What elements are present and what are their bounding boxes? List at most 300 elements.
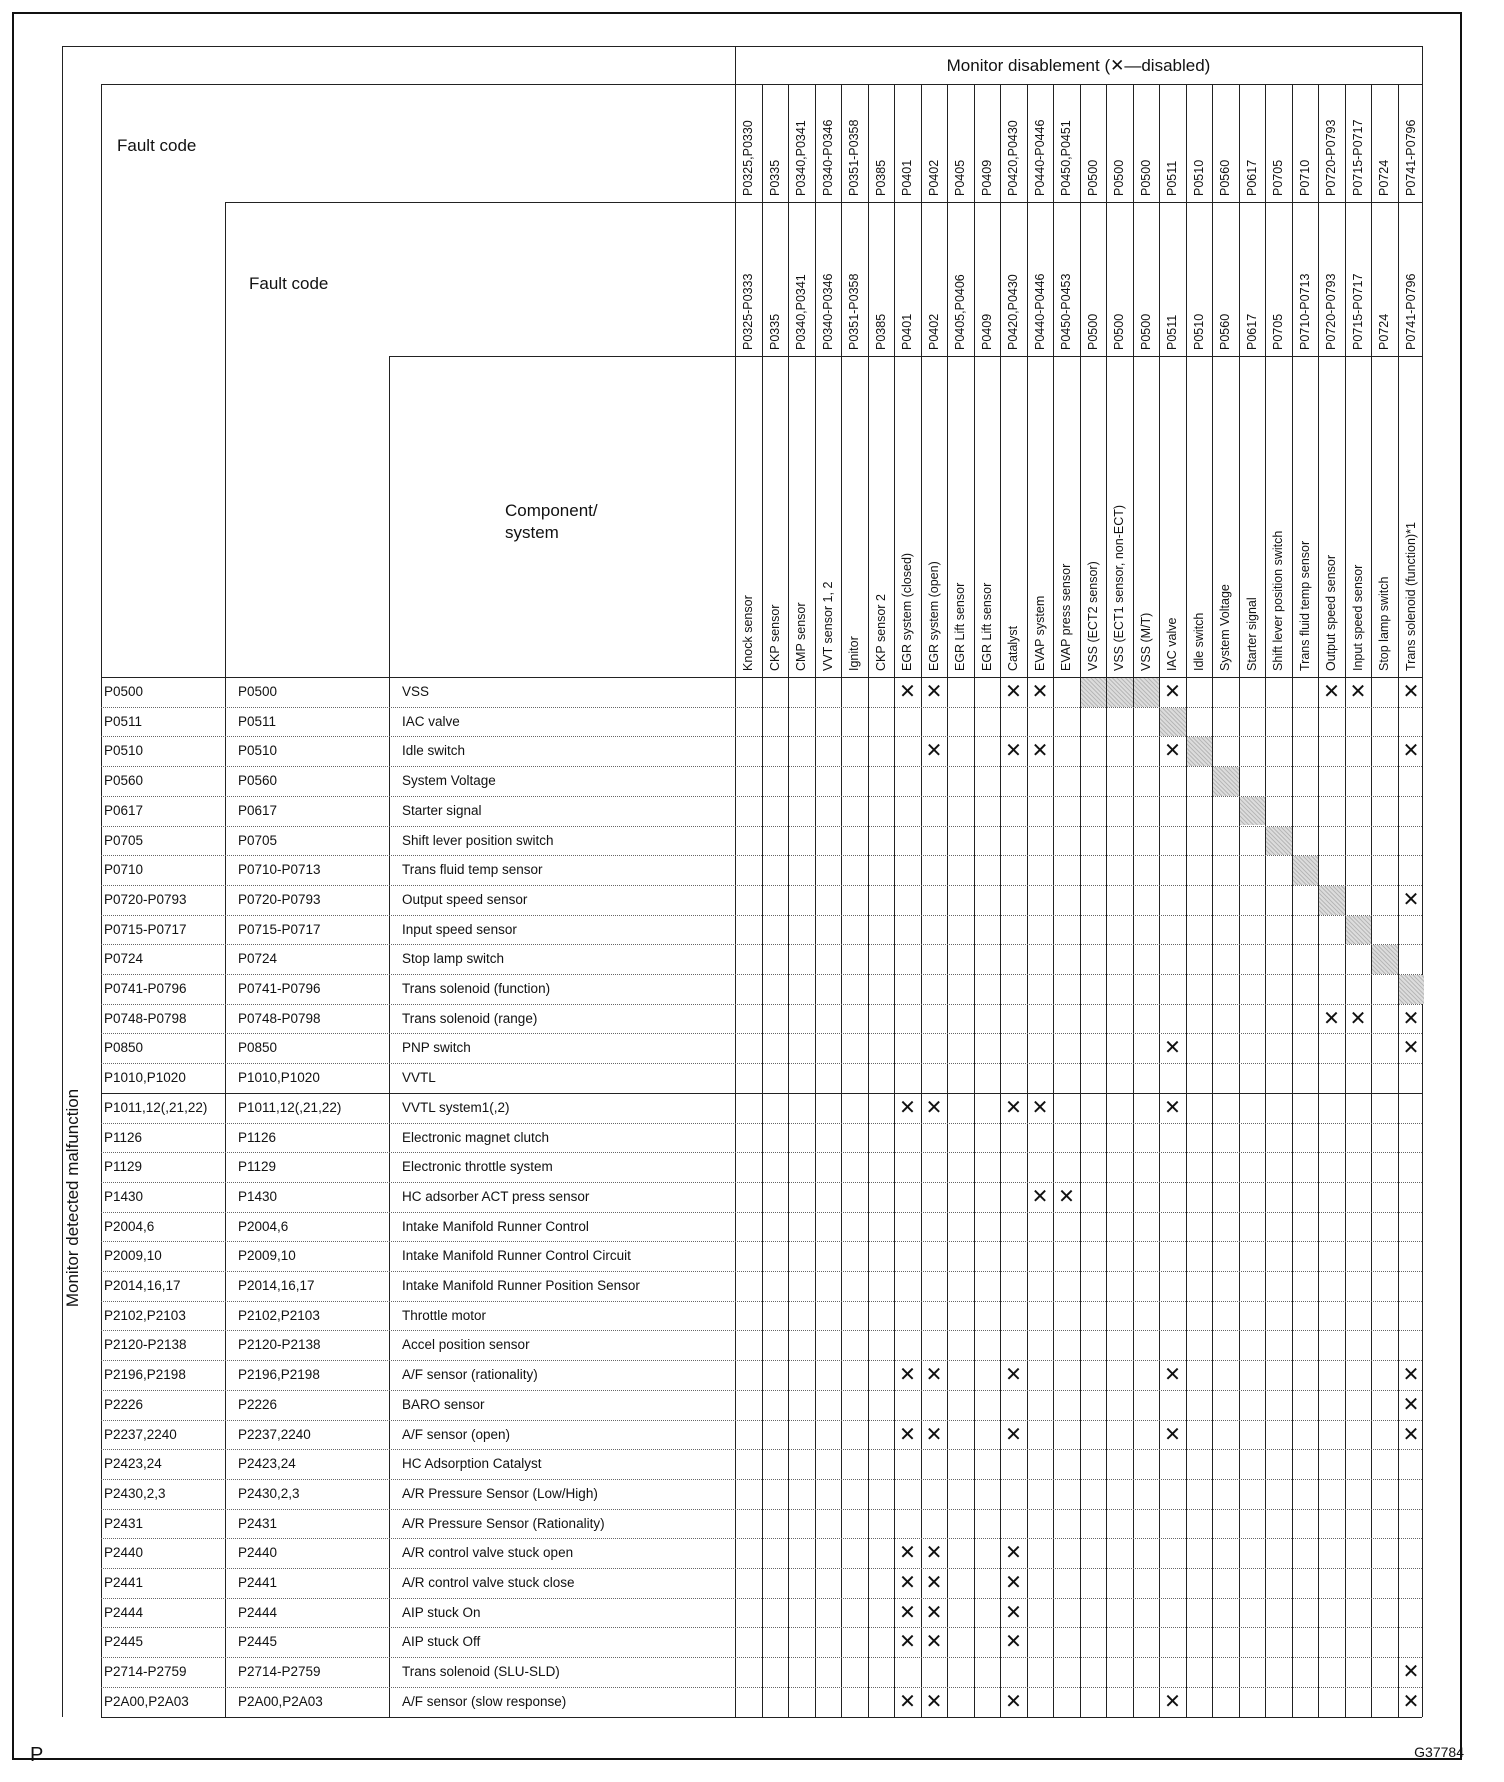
table-row-fault-code-2: P2A00,P2A03 [238,1693,323,1709]
disabled-mark: ✕ [925,1690,943,1713]
table-row-component: A/R Pressure Sensor (Rationality) [402,1515,605,1531]
self-monitor-shade [1399,975,1425,1004]
column-header-code1: P0385 [873,159,888,196]
row-divider [101,1657,1422,1658]
row-divider [101,1063,1422,1064]
table-row-fault-code-1: P1129 [104,1159,143,1175]
row-divider [101,826,1422,827]
table-row-component: Stop lamp switch [402,951,505,967]
column-header-component: Idle switch [1191,612,1206,671]
table-row-fault-code-2: P0720-P0793 [238,891,321,907]
disabled-mark: ✕ [1164,1690,1181,1713]
disabled-mark: ✕ [925,681,943,703]
grid-line [225,202,226,1717]
disabled-mark: ✕ [899,681,916,703]
disabled-mark: ✕ [1005,1542,1022,1565]
grid-line [1422,46,1423,1717]
table-row-fault-code-1: P0741-P0796 [104,981,187,996]
disabled-mark: ✕ [1164,681,1181,703]
table-row-component: Starter signal [402,802,482,818]
column-header-component: EGR system (closed) [900,552,914,671]
table-row-component: HC adsorber ACT press sensor [402,1188,590,1204]
table-row-component: A/F sensor (rationality) [402,1367,538,1383]
column-header-component: Ignitor [847,636,861,671]
table-row-fault-code-1: P0724 [104,951,144,967]
column-divider [894,84,895,1717]
row-divider [101,1212,1422,1213]
column-header-code2: P0450-P0453 [1059,273,1073,350]
self-monitor-shade [1346,916,1372,945]
table-row-fault-code-2: P2009,10 [238,1248,296,1264]
table-row-fault-code-1: P2431 [104,1515,144,1531]
table-row-fault-code-1: P2445 [104,1634,144,1650]
table-row-fault-code-1: P1010,P1020 [104,1070,186,1086]
table-row-fault-code-2: P0710-P0713 [238,862,321,878]
disabled-mark: ✕ [1058,1185,1075,1208]
grid-line [101,1717,1422,1718]
column-header-code1: P0402 [926,159,941,196]
table-row-fault-code-1: P2102,P2103 [104,1307,186,1323]
column-header-code2: P0440-P0446 [1032,273,1047,350]
disabled-mark: ✕ [899,1423,916,1446]
grid-line [735,46,736,1717]
column-header-code1: P0510 [1191,159,1206,196]
disabled-mark: ✕ [1164,1364,1181,1387]
table-row-component: AIP stuck On [402,1604,481,1620]
column-divider [1159,84,1160,1717]
table-row-fault-code-1: P0748-P0798 [104,1010,187,1026]
column-header-component: Stop lamp switch [1377,576,1391,671]
column-header-code1: P0741-P0796 [1403,119,1418,196]
self-monitor-shade [1134,678,1160,707]
column-header-component: Knock sensor [741,595,755,671]
table-row-fault-code-1: P2237,2240 [104,1426,177,1442]
table-row-component: BARO sensor [402,1396,485,1412]
column-header-component: System Voltage [1218,584,1232,671]
self-monitor-shade [1372,945,1398,974]
table-row-component: Intake Manifold Runner Position Sensor [402,1278,640,1293]
disabled-mark: ✕ [1323,1007,1340,1030]
column-header-code2: P0402 [926,313,941,350]
column-header-code2: P0560 [1218,313,1232,350]
column-header-component: Trans fluid temp sensor [1297,540,1312,671]
table-row-component: A/R control valve stuck open [402,1545,574,1561]
self-monitor-shade [1240,797,1266,826]
table-row-fault-code-2: P0748-P0798 [238,1010,321,1026]
table-row-fault-code-2: P0705 [238,832,278,848]
column-divider [1106,84,1107,1717]
table-row-fault-code-2: P0511 [238,713,277,729]
column-divider [1345,84,1346,1717]
disabled-mark: ✕ [899,1690,916,1713]
disabled-mark: ✕ [1005,1364,1022,1387]
row-divider [101,1330,1422,1331]
grid-line [389,356,390,1717]
disabled-mark: ✕ [1402,1007,1420,1030]
column-divider [788,84,789,1717]
column-divider [974,84,975,1717]
row-divider [101,915,1422,916]
disabled-mark: ✕ [1402,1423,1420,1446]
row-divider [101,1360,1422,1361]
disabled-mark: ✕ [1005,740,1022,763]
disabled-mark: ✕ [1005,1631,1022,1654]
table-row-fault-code-1: P1430 [104,1188,144,1204]
table-row-fault-code-1: P2226 [104,1396,144,1412]
column-divider [868,84,869,1717]
column-header-code1: P0500 [1112,159,1126,196]
grid-line [101,84,102,1717]
row-divider [101,1627,1422,1628]
column-header-code1: P0720-P0793 [1324,119,1338,196]
row-divider [101,1509,1422,1510]
disabled-mark: ✕ [925,1601,943,1624]
table-row-fault-code-2: P0617 [238,802,278,818]
column-header-code2: P0420,P0430 [1006,274,1020,350]
row-divider [101,1687,1422,1688]
figure-id: G37784 [1414,1744,1464,1760]
table-row-fault-code-1: P0710 [104,862,144,878]
table-row-fault-code-2: P2014,16,17 [238,1278,315,1293]
table-row-fault-code-1: P2120-P2138 [104,1337,187,1353]
table-row-component: A/F sensor (slow response) [402,1693,567,1709]
column-header-component: Shift lever position switch [1271,530,1285,671]
column-header-component: EVAP system [1032,595,1047,671]
column-header-code1: P0500 [1138,159,1153,196]
column-header-component: EGR system (open) [926,561,941,671]
column-divider [1080,84,1081,1717]
column-header-code2: P0720-P0793 [1324,273,1338,350]
column-header-component: CKP sensor [767,604,782,671]
table-row-fault-code-2: P2423,24 [238,1456,296,1472]
table-row-fault-code-2: P2102,P2103 [238,1307,320,1323]
column-header-component: EGR Lift sensor [979,582,994,671]
column-divider [841,84,842,1717]
table-row-fault-code-2: P2430,2,3 [238,1485,300,1501]
disabled-mark: ✕ [1402,1037,1420,1060]
table-row-fault-code-2: P0715-P0717 [238,921,321,937]
column-header-code2: P0401 [900,313,914,350]
table-row-fault-code-2: P2431 [238,1515,278,1531]
table-row-component: Throttle motor [402,1307,487,1323]
column-header-code1: P0724 [1377,159,1391,196]
disabled-mark: ✕ [925,1572,943,1594]
grid-line [62,46,63,1717]
column-header-code2: P0710-P0713 [1297,273,1312,350]
disabled-mark: ✕ [1005,1572,1022,1594]
column-divider [1371,84,1372,1717]
column-header-code2: P0705 [1271,313,1285,350]
row-divider [101,1152,1422,1153]
monitor-disablement-title: Monitor disablement (✕—disabled) [946,56,1211,75]
disabled-mark: ✕ [1349,681,1367,703]
table-row-fault-code-2: P1430 [238,1188,278,1204]
column-header-code2: P0500 [1085,313,1100,350]
row-divider [101,885,1422,886]
column-header-component: Starter signal [1244,597,1259,671]
row-divider [101,1301,1422,1302]
table-row-fault-code-1: P2430,2,3 [104,1485,166,1501]
column-header-code1: P0340,P0341 [794,120,808,196]
table-row-fault-code-1: P2014,16,17 [104,1278,181,1293]
column-divider [1133,84,1134,1717]
disabled-mark: ✕ [899,1572,916,1594]
column-header-code2: P0325-P0333 [741,273,755,350]
table-row-fault-code-1: P2441 [104,1575,144,1590]
column-divider [1186,84,1187,1717]
table-row-component: System Voltage [402,773,496,789]
self-monitor-shade [1081,678,1107,707]
column-header-component: VSS (ECT1 sensor, non-ECT) [1112,504,1126,671]
column-header-component: CMP sensor [794,602,808,671]
self-monitor-shade [1319,886,1345,915]
table-row-component: Intake Manifold Runner Control Circuit [402,1248,631,1264]
disabled-mark: ✕ [1164,1096,1181,1119]
column-header-code1: P0705 [1271,159,1285,196]
row-divider [101,1033,1422,1034]
column-header-component: CKP sensor 2 [873,594,888,671]
column-divider [1265,84,1266,1717]
column-header-code1: P0351-P0358 [847,119,861,196]
self-monitor-shade [1293,856,1319,885]
table-row-fault-code-2: P1129 [238,1159,277,1175]
column-divider [921,84,922,1717]
column-header-code1: P0340-P0346 [820,119,835,196]
table-row-component: Trans fluid temp sensor [402,862,543,878]
table-row-fault-code-2: P2441 [238,1575,278,1590]
table-row-fault-code-1: P0720-P0793 [104,891,187,907]
column-divider [815,84,816,1717]
table-row-fault-code-1: P0617 [104,802,144,818]
column-header-component: EVAP press sensor [1059,563,1073,671]
column-header-code1: P0511 [1165,160,1179,196]
table-row-component: Intake Manifold Runner Control [402,1218,589,1234]
row-divider [101,796,1422,797]
column-header-component: VVT sensor 1, 2 [820,581,835,671]
disabled-mark: ✕ [1005,1096,1022,1119]
disabled-mark: ✕ [925,1364,943,1387]
table-row-fault-code-2: P0510 [238,743,278,759]
disabled-mark: ✕ [1402,1661,1420,1684]
column-divider [1027,84,1028,1717]
table-row-component: Shift lever position switch [402,832,554,848]
disabled-mark: ✕ [899,1364,916,1387]
column-header-component: Input speed sensor [1350,564,1365,671]
table-row-fault-code-2: P0560 [238,773,278,789]
table-row-component: VSS [402,684,430,699]
column-header-code1: P0420,P0430 [1006,120,1020,196]
table-row-fault-code-2: P2120-P2138 [238,1337,321,1353]
column-header-component: IAC valve [1165,617,1179,671]
disabled-mark: ✕ [925,1542,943,1565]
table-row-fault-code-1: P0705 [104,832,144,848]
column-divider [1239,84,1240,1717]
component-system-header: Component/ system [505,501,598,542]
table-row-fault-code-2: P0724 [238,951,278,967]
grid-line [389,356,1422,357]
column-header-code2: P0405,P0406 [953,274,967,350]
table-row-component: Trans solenoid (SLU-SLD) [402,1664,560,1680]
table-row-fault-code-2: P2226 [238,1396,278,1412]
table-row-component: AIP stuck Off [402,1634,481,1650]
table-row-fault-code-1: P2004,6 [104,1218,155,1234]
table-row-fault-code-1: P0511 [104,713,143,729]
self-monitor-shade [1160,708,1186,737]
row-divider [101,736,1422,737]
column-header-code2: P0409 [979,313,994,350]
column-divider [762,84,763,1717]
disabled-mark: ✕ [1402,1364,1420,1387]
column-header-code1: P0450,P0451 [1059,120,1073,196]
grid-line [62,46,1422,47]
table-row-component: A/R control valve stuck close [402,1575,575,1590]
column-divider [1292,84,1293,1717]
row-divider [101,1271,1422,1272]
column-header-code2: P0617 [1244,313,1259,350]
fault-code-header-1: Fault code [117,136,197,155]
table-row-component: Accel position sensor [402,1337,530,1353]
disabled-mark: ✕ [925,1631,943,1654]
table-row-fault-code-1: P2714-P2759 [104,1664,187,1680]
grid-line [225,202,1422,203]
column-header-code1: P0440-P0446 [1032,119,1047,196]
disabled-mark: ✕ [1164,1037,1181,1060]
table-row-fault-code-2: P1011,12(,21,22) [238,1099,342,1115]
table-row-component: Electronic throttle system [402,1159,553,1175]
column-header-code1: P0335 [767,159,782,196]
table-row-component: VVTL system1(,2) [402,1099,510,1115]
table-row-component: Idle switch [402,743,466,759]
disabled-mark: ✕ [1402,1690,1420,1713]
column-header-code1: P0325,P0330 [741,120,755,196]
column-header-code1: P0710 [1297,159,1312,196]
row-divider [101,944,1422,945]
column-header-code1: P0560 [1218,159,1232,196]
column-header-code2: P0340,P0341 [794,274,808,350]
disabled-mark: ✕ [1402,681,1420,703]
monitor-detected-malfunction-label: Monitor detected malfunction [63,1088,82,1308]
table-row-component: A/R Pressure Sensor (Low/High) [402,1485,598,1501]
disabled-mark: ✕ [1031,740,1049,763]
table-row-fault-code-2: P2714-P2759 [238,1664,321,1680]
row-divider [101,1123,1422,1124]
column-header-code1: P0715-P0717 [1350,119,1365,196]
column-header-code2: P0724 [1377,313,1391,350]
row-divider [101,1568,1422,1569]
column-header-code2: P0500 [1138,313,1153,350]
column-divider [1000,84,1001,1717]
table-row-fault-code-1: P0510 [104,743,144,759]
column-header-component: EGR Lift sensor [953,582,967,671]
column-divider [1212,84,1213,1717]
row-divider [101,1004,1422,1005]
column-header-code2: P0500 [1112,313,1126,350]
column-header-code1: P0409 [979,159,994,196]
disabled-mark: ✕ [899,1542,916,1565]
disabled-mark: ✕ [925,1096,943,1119]
self-monitor-shade [1266,827,1292,856]
disabled-mark: ✕ [1402,888,1420,911]
table-row-component: Trans solenoid (range) [402,1010,538,1026]
column-header-code1: P0401 [900,159,914,196]
disabled-mark: ✕ [925,740,943,763]
fault-code-header-2: Fault code [249,274,329,293]
column-header-component: VSS (ECT2 sensor) [1085,561,1100,671]
column-header-code1: P0500 [1085,159,1100,196]
column-header-component: Trans solenoid (function)*1 [1403,522,1418,671]
row-divider [101,1182,1422,1183]
table-row-fault-code-1: P0850 [104,1040,144,1056]
table-row-fault-code-1: P2009,10 [104,1248,162,1264]
row-divider [101,1538,1422,1539]
disabled-mark: ✕ [1164,1423,1181,1446]
row-divider [101,1390,1422,1391]
grid-line [101,84,735,85]
disabled-mark: ✕ [1031,1096,1049,1119]
column-header-code2: P0335 [767,313,782,350]
column-header-code2: P0715-P0717 [1350,273,1365,350]
table-row-fault-code-2: P2444 [238,1604,278,1620]
table-row-component: A/F sensor (open) [402,1426,511,1442]
table-row-component: Electronic magnet clutch [402,1129,550,1145]
disabled-mark: ✕ [1031,1185,1049,1208]
disabled-mark: ✕ [1349,1007,1367,1030]
disabled-mark: ✕ [1005,1423,1022,1446]
column-header-component: Output speed sensor [1324,554,1338,671]
row-divider [101,974,1422,975]
disabled-mark: ✕ [925,1423,943,1446]
table-row-fault-code-1: P0500 [104,684,144,699]
table-row-fault-code-2: P1126 [238,1129,277,1145]
column-header-code2: P0351-P0358 [847,273,861,350]
table-row-fault-code-2: P2237,2240 [238,1426,311,1442]
disabled-mark: ✕ [899,1601,916,1624]
row-divider [101,707,1422,708]
column-header-code2: P0741-P0796 [1403,273,1418,350]
disabled-mark: ✕ [1323,681,1340,703]
disabled-mark: ✕ [1402,1393,1420,1416]
self-monitor-shade [1107,678,1133,707]
row-divider [101,1420,1422,1421]
table-row-fault-code-2: P2440 [238,1545,278,1561]
self-monitor-shade [1187,737,1213,766]
column-header-component: Catalyst [1006,625,1020,671]
disabled-mark: ✕ [1005,681,1022,703]
table-row-fault-code-1: P0715-P0717 [104,921,187,937]
table-row-fault-code-1: P2444 [104,1604,144,1620]
row-divider [101,1241,1422,1242]
self-monitor-shade [1213,767,1239,796]
row-divider [101,855,1422,856]
table-row-fault-code-1: P2196,P2198 [104,1367,186,1383]
corner-letter: P [30,1744,44,1766]
table-row-fault-code-2: P2004,6 [238,1218,289,1234]
column-header-component: VSS (M/T) [1138,612,1153,671]
disabled-mark: ✕ [1005,1690,1022,1713]
table-row-fault-code-1: P2A00,P2A03 [104,1693,189,1709]
column-header-code1: P0405 [953,159,967,196]
row-divider [101,1449,1422,1450]
disabled-mark: ✕ [1164,740,1181,763]
table-row-fault-code-2: P0850 [238,1040,278,1056]
disabled-mark: ✕ [1005,1601,1022,1624]
column-divider [947,84,948,1717]
table-row-fault-code-1: P1126 [104,1129,143,1145]
table-row-component: Trans solenoid (function) [402,981,551,996]
table-row-component: VVTL [402,1070,436,1086]
column-header-code1: P0617 [1244,159,1259,196]
table-row-fault-code-2: P0741-P0796 [238,981,321,996]
